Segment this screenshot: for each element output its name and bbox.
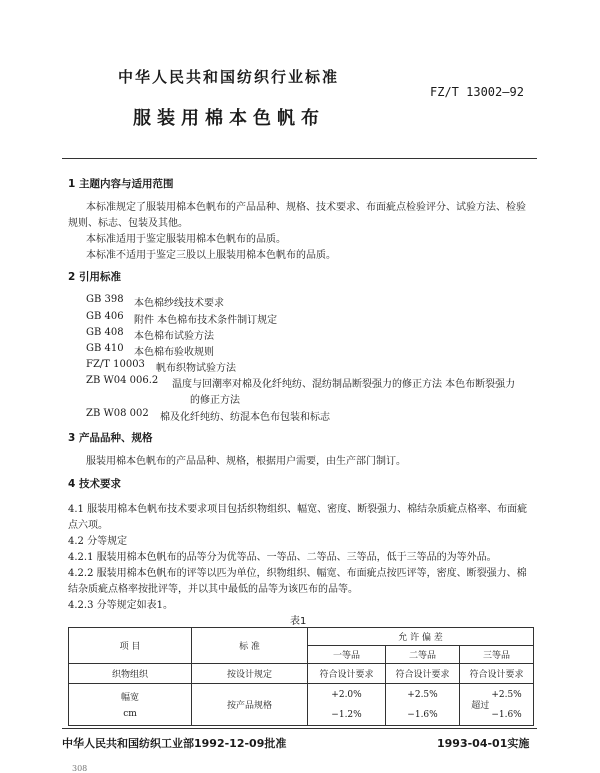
document-title: 服装用棉本色帆布: [133, 108, 325, 129]
ref-title: 温度与回潮率对棉及化纤纯纺、混纺制品断裂强力的修正方法 本色布断裂强力: [172, 379, 516, 390]
table-cell-grade-3: [460, 684, 534, 726]
tolerance-minus: −1.6%: [407, 709, 438, 720]
tolerance-plus: +2.5%: [491, 689, 522, 700]
ref-code: GB 406: [86, 311, 124, 322]
clause-4-2-2: 4.2.2 服装用棉本色帆布的评等以匹为单位，织物组织、幅宽、布面疵点按匹评等，密度、断裂强力、棉: [68, 568, 527, 579]
clause-4-2-3: 4.2.3 分等规定如表1。: [68, 600, 173, 611]
ref-code: GB 408: [86, 327, 124, 338]
section-1-paragraph-2: 本标准适用于鉴定服装用棉本色帆布的品质。: [86, 234, 286, 245]
clause-4-2-1: 4.2.1 服装用棉本色帆布的品等分为优等品、一等品、二等品、三等品，低于三等品的为等外品。: [68, 552, 497, 563]
ref-title: 本色棉纱线技术要求: [134, 298, 224, 309]
section-2-heading: 2 引用标准: [68, 271, 121, 283]
width-label: 幅宽: [120, 693, 139, 703]
table-header-deviation: 允 许 偏 差: [308, 628, 534, 646]
table-row: [69, 664, 534, 684]
ref-title: 本色棉布验收规则: [134, 347, 214, 358]
clause-4-2: 4.2 分等规定: [68, 536, 128, 547]
ref-code: GB 410: [86, 343, 124, 354]
table-header-item: 项 目: [69, 628, 192, 664]
ref-code: GB 398: [86, 294, 124, 305]
ref-code: FZ/T 10003: [86, 359, 145, 370]
table-row: [69, 684, 534, 726]
clause-4-1-cont: 点六项。: [68, 520, 108, 531]
table-cell-item: 织物组织: [69, 664, 192, 684]
section-4-heading: 4 技术要求: [68, 478, 121, 490]
ref-title: 本色棉布试验方法: [134, 331, 214, 342]
issuing-body-title: 中华人民共和国纺织行业标准: [118, 68, 340, 86]
table-header-grade-3: 三等品: [460, 646, 534, 664]
grading-table: [68, 627, 534, 726]
table-header-grade-1: 一等品: [308, 646, 386, 664]
ref-title: 帆布织物试验方法: [156, 363, 236, 374]
table-cell-grade-2: [386, 684, 460, 726]
implementation-date: 1993-04-01实施: [437, 737, 530, 750]
ref-code: ZB W08 002: [86, 408, 149, 419]
section-1-paragraph-3: 本标准不适用于鉴定三股以上服装用棉本色帆布的品质。: [86, 250, 336, 261]
ref-title: 附件 本色棉布技术条件制订规定: [134, 315, 278, 326]
tolerance-plus: +2.0%: [331, 689, 362, 700]
table-header-grade-2: 二等品: [386, 646, 460, 664]
ref-title-cont: 的修正方法: [190, 395, 240, 406]
table-cell-standard: 按产品规格: [192, 684, 308, 726]
table-cell-grade-2: 符合设计要求: [386, 664, 460, 684]
standard-code: FZ/T 13002—92: [430, 85, 524, 99]
page-number: 308: [72, 764, 88, 773]
section-1-paragraph-1: 本标准规定了服装用棉本色帆布的产品品种、规格、技术要求、布面疵点检验评分、试验方法、检验: [86, 202, 526, 213]
table-caption: 表1: [290, 616, 307, 627]
tolerance-minus: −1.2%: [331, 709, 362, 720]
section-1-paragraph-1-cont: 规则、标志、包装及其他。: [68, 218, 188, 229]
approval-line: 中华人民共和国纺织工业部1992-12-09批准: [62, 737, 287, 750]
title-divider: [62, 158, 537, 159]
ref-code: ZB W04 006.2: [86, 375, 159, 386]
width-unit: cm: [123, 709, 137, 719]
section-3-heading: 3 产品品种、规格: [68, 432, 153, 444]
table-cell-standard: 按设计规定: [192, 664, 308, 684]
tolerance-plus: +2.5%: [407, 689, 438, 700]
tolerance-minus: −1.6%: [491, 709, 522, 720]
clause-4-1: 4.1 服装用棉本色帆布技术要求项目包括织物组织、幅宽、密度、断裂强力、棉结杂质疵点格率、布面疵: [68, 504, 528, 515]
section-1-heading: 1 主题内容与适用范围: [68, 178, 174, 190]
table-header-standard: 标 准: [192, 628, 308, 664]
clause-4-2-2-cont: 结杂质疵点格率按批评等，并以其中最低的品等为该匹布的品等。: [68, 584, 358, 595]
table-cell-grade-3: 符合设计要求: [460, 664, 534, 684]
table-cell-grade-1: 符合设计要求: [308, 664, 386, 684]
table-cell-item: [69, 684, 192, 726]
section-3-paragraph: 服装用棉本色帆布的产品品种、规格，根据用户需要，由生产部门制订。: [86, 456, 406, 467]
exceed-label: 超过: [471, 701, 490, 711]
footer-divider: [62, 728, 537, 729]
table-cell-grade-1: [308, 684, 386, 726]
ref-title: 棉及化纤纯纺、纺混本色布包装和标志: [160, 412, 330, 423]
